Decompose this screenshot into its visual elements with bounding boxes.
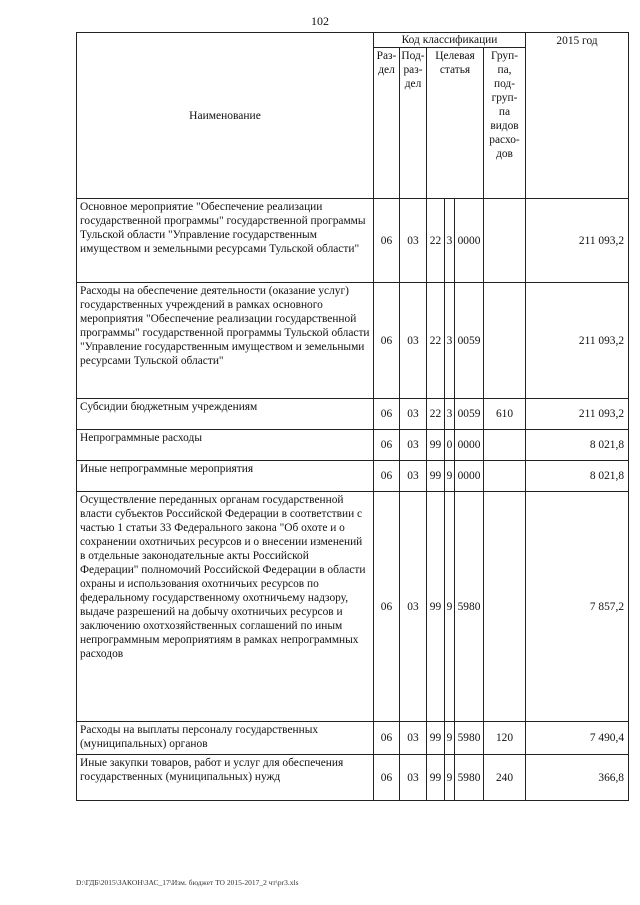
row-name: Субсидии бюджетным учреждениям (77, 399, 374, 430)
table-row (77, 283, 629, 399)
row-target-direction: 0059 (455, 283, 484, 399)
page-number: 102 (311, 14, 329, 28)
row-target-program: 99 (427, 461, 445, 492)
row-target-subprogram: 0 (445, 430, 455, 461)
row-target-program: 99 (427, 755, 445, 801)
header-gruppa-vidov-rashodov: Груп- па, под- груп- па видов расхо- дов (484, 48, 526, 199)
row-target-program: 99 (427, 722, 445, 755)
row-expense-type (484, 199, 526, 283)
budget-table (76, 32, 629, 801)
row-expense-type (484, 283, 526, 399)
row-razdel: 06 (374, 461, 400, 492)
row-target-subprogram: 9 (445, 722, 455, 755)
header-podrazdel: Под- раз- дел (400, 48, 427, 199)
header-tselevaya-statya: Целевая статья (427, 48, 484, 199)
row-target-subprogram: 3 (445, 199, 455, 283)
header-name: Наименование (77, 33, 374, 199)
row-name: Основное мероприятие "Обеспечение реализации государственной программы" государственной программы Тульской области "Управление государственным имуществом и земельными ресурсами Тульской области" (77, 199, 374, 283)
row-target-subprogram: 3 (445, 283, 455, 399)
row-amount: 366,8 (526, 755, 629, 801)
row-amount: 7 857,2 (526, 492, 629, 722)
row-target-direction: 0000 (455, 430, 484, 461)
row-razdel: 06 (374, 755, 400, 801)
header-classification-code: Код классификации (374, 33, 526, 48)
table-header (77, 33, 629, 199)
row-target-direction: 5980 (455, 722, 484, 755)
row-target-direction: 5980 (455, 755, 484, 801)
row-razdel: 06 (374, 430, 400, 461)
row-expense-type: 240 (484, 755, 526, 801)
table-row (77, 755, 629, 801)
row-amount: 211 093,2 (526, 399, 629, 430)
row-target-subprogram: 3 (445, 399, 455, 430)
row-target-program: 99 (427, 492, 445, 722)
row-podrazdel: 03 (400, 722, 427, 755)
row-razdel: 06 (374, 199, 400, 283)
row-expense-type (484, 461, 526, 492)
file-path-footer: D:\ГДБ\2015\ЗАКОН\ЗАС_17\Изм. бюджет ТО 2015-2017_2 чт\pr3.xls (76, 878, 299, 887)
row-target-subprogram: 9 (445, 461, 455, 492)
row-target-direction: 0000 (455, 199, 484, 283)
table-row (77, 430, 629, 461)
row-target-subprogram: 9 (445, 755, 455, 801)
row-target-direction: 0000 (455, 461, 484, 492)
row-name: Иные непрограммные мероприятия (77, 461, 374, 492)
row-amount: 211 093,2 (526, 283, 629, 399)
row-podrazdel: 03 (400, 461, 427, 492)
table-row (77, 492, 629, 722)
row-target-program: 22 (427, 399, 445, 430)
table-row (77, 461, 629, 492)
header-razdel: Раз- дел (374, 48, 400, 199)
row-expense-type: 610 (484, 399, 526, 430)
header-year: 2015 год (526, 33, 629, 199)
row-name: Иные закупки товаров, работ и услуг для обеспечения государственных (муниципальных) нужд (77, 755, 374, 801)
row-expense-type (484, 430, 526, 461)
row-razdel: 06 (374, 722, 400, 755)
row-target-direction: 5980 (455, 492, 484, 722)
row-expense-type (484, 492, 526, 722)
row-podrazdel: 03 (400, 283, 427, 399)
row-razdel: 06 (374, 283, 400, 399)
table-row (77, 722, 629, 755)
table-row (77, 399, 629, 430)
row-target-program: 99 (427, 430, 445, 461)
row-amount: 8 021,8 (526, 430, 629, 461)
row-razdel: 06 (374, 492, 400, 722)
table-body (77, 199, 629, 801)
table-row (77, 199, 629, 283)
row-amount: 211 093,2 (526, 199, 629, 283)
row-name: Расходы на обеспечение деятельности (оказание услуг) государственных учреждений в рамках основного мероприятия "Обеспечение реализации государственной программы" государственной программы Тульской области "Управление государственным имуществом и земельными ресурсами Тульской области" (77, 283, 374, 399)
row-podrazdel: 03 (400, 430, 427, 461)
row-target-subprogram: 9 (445, 492, 455, 722)
row-amount: 7 490,4 (526, 722, 629, 755)
row-amount: 8 021,8 (526, 461, 629, 492)
row-podrazdel: 03 (400, 492, 427, 722)
row-target-program: 22 (427, 283, 445, 399)
row-podrazdel: 03 (400, 399, 427, 430)
row-target-program: 22 (427, 199, 445, 283)
row-target-direction: 0059 (455, 399, 484, 430)
row-expense-type: 120 (484, 722, 526, 755)
row-podrazdel: 03 (400, 755, 427, 801)
row-razdel: 06 (374, 399, 400, 430)
row-name: Расходы на выплаты персоналу государственных (муниципальных) органов (77, 722, 374, 755)
row-name: Непрограммные расходы (77, 430, 374, 461)
row-podrazdel: 03 (400, 199, 427, 283)
row-name: Осуществление переданных органам государственной власти субъектов Российской Федерации в соответствии с частью 1 статьи 33 Федерального закона "Об охоте и о сохранении охотничьих ресурсов и о внесении изменений в отдельные законодательные акты Российской Федерации" полномочий Российской Федерации в области охраны и использования охотничьих ресурсов по федеральному государственному охотничьему надзору, выдаче разрешений на добычу охотничьих ресурсов и заключению охотхозяйственных соглашений по иным непрограммным мероприятиям в рамках непрограммных расходов (77, 492, 374, 722)
